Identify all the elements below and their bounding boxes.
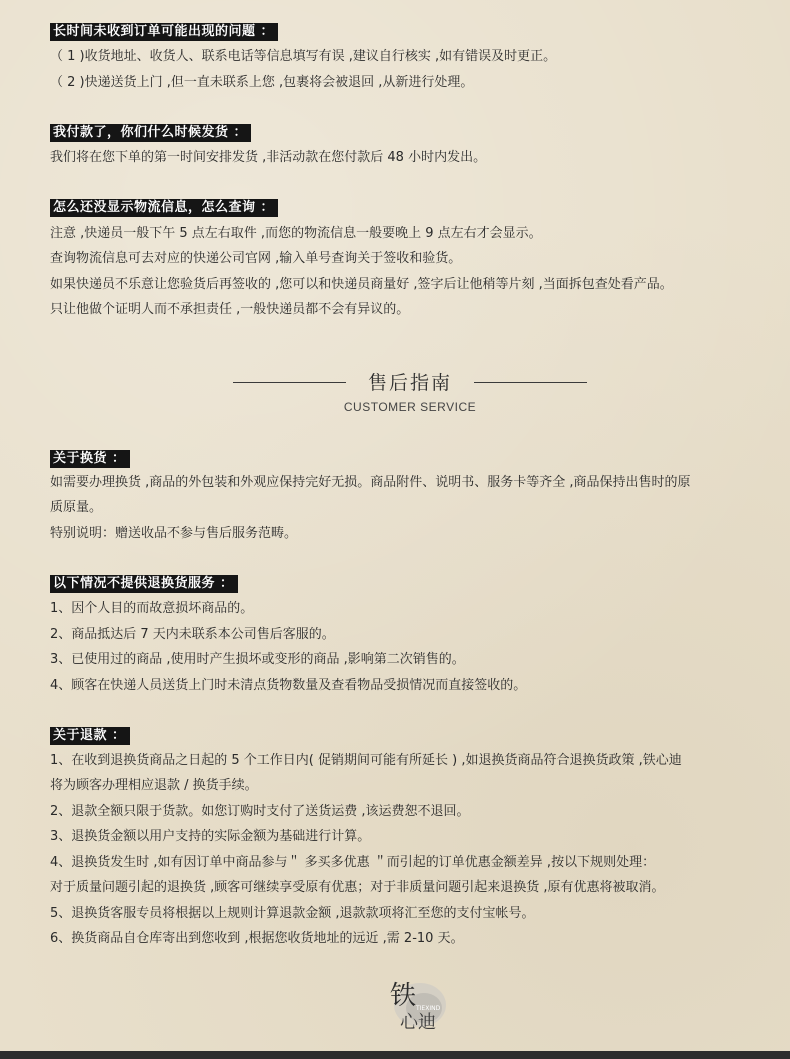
list-item: 3、已使用过的商品 ,使用时产生损坏或变形的商品 ,影响第二次销售的。 xyxy=(50,652,465,667)
text-line: 质原量。 xyxy=(50,500,103,515)
text-line: 只让他做个证明人而不承担责任 ,一般快递员都不会有异议的。 xyxy=(50,302,410,317)
brand-logo xyxy=(380,972,450,1032)
bottom-bar xyxy=(0,1051,790,1059)
list-item: 2、退款全额只限于货款。如您订购时支付了送货运费 ,该运费恕不退回。 xyxy=(50,804,470,819)
section-heading-refund: 关于退款 ： xyxy=(50,727,130,745)
section-heading-no-order: 长时间未收到订单可能出现的问题 ： xyxy=(50,23,278,41)
list-item: 4、退换货发生时 ,如有因订单中商品参与＂ 多买多优惠 ＂而引起的订单优惠金额差异 ,按以下规则处理： xyxy=(50,855,656,870)
list-item: 对于质量问题引起的退换货 ,顾客可继续享受原有优惠；对于非质量问题引起来退换货 ,原有优惠将被取消。 xyxy=(50,880,665,895)
brand-logo-mark xyxy=(380,972,450,1032)
list-item: 4、顾客在快递人员送货上门时未清点货物数量及查看物品受损情况而直接签收的。 xyxy=(50,678,527,693)
text-line: （ 1 )收货地址、收货人、联系电话等信息填写有误 ,建议自行核实 ,如有错误及时更正。 xyxy=(50,49,557,64)
list-item: 1、在收到退换货商品之日起的 5 个工作日内( 促销期间可能有所延长 ) ,如退换货商品符合退换货政策 ,铁心迪 xyxy=(50,753,682,768)
list-item: 5、退换货客服专员将根据以上规则计算退款金额 ,退款款项将汇至您的支付宝帐号。 xyxy=(50,906,535,921)
text-line: 如需要办理换货 ,商品的外包装和外观应保持完好无损。商品附件、说明书、服务卡等齐全 ,商品保持出售时的原 xyxy=(50,475,691,490)
text-line: 我们将在您下单的第一时间安排发货 ,非活动款在您付款后 48 小时内发出。 xyxy=(50,150,487,165)
svg-text:铁: 铁 xyxy=(390,981,417,1011)
list-item: 2、商品抵达后 7 天内未联系本公司售后客服的。 xyxy=(50,627,335,642)
text-line: （ 2 )快递送货上门 ,但一直未联系上您 ,包裹将会被退回 ,从新进行处理。 xyxy=(50,75,474,90)
text-line: 特别说明：赠送收品不参与售后服务范畴。 xyxy=(50,526,298,541)
divider-title: 售后指南 xyxy=(367,372,452,394)
text-line: 如果快递员不乐意让您验货后再签收的 ,您可以和快递员商量好 ,签字后让他稍等片刻 ,当面拆包查处看产品。 xyxy=(50,277,673,292)
svg-text:TIEXIND: TIEXIND xyxy=(416,1005,441,1012)
list-item: 6、换货商品自仓库寄出到您收到 ,根据您收货地址的远近 ,需 2-10 天。 xyxy=(50,931,464,946)
text-line: 注意 ,快递员一般下午 5 点左右取件 ,而您的物流信息一般要晚上 9 点左右才会显示。 xyxy=(50,226,542,241)
text-line: 查询物流信息可去对应的快递公司官网 ,输入单号查询关于签收和验货。 xyxy=(50,251,462,266)
section-heading-logistics: 怎么还没显示物流信息，怎么查询 ： xyxy=(50,199,278,217)
section-heading-no-return: 以下情况不提供退换货服务 ： xyxy=(50,575,238,593)
list-item: 1、因个人目的而故意损坏商品的。 xyxy=(50,601,254,616)
divider-subtitle: CUSTOMER SERVICE xyxy=(343,400,477,414)
svg-text:心迪: 心迪 xyxy=(400,1012,436,1032)
list-item: 3、退换货金额以用户支持的实际金额为基础进行计算。 xyxy=(50,829,371,844)
divider-rule-right xyxy=(474,382,587,383)
section-heading-exchange: 关于换货 ： xyxy=(50,450,130,468)
list-item: 将为顾客办理相应退款 / 换货手续。 xyxy=(50,778,258,793)
section-heading-when-ship: 我付款了，你们什么时候发货 ： xyxy=(50,124,251,142)
